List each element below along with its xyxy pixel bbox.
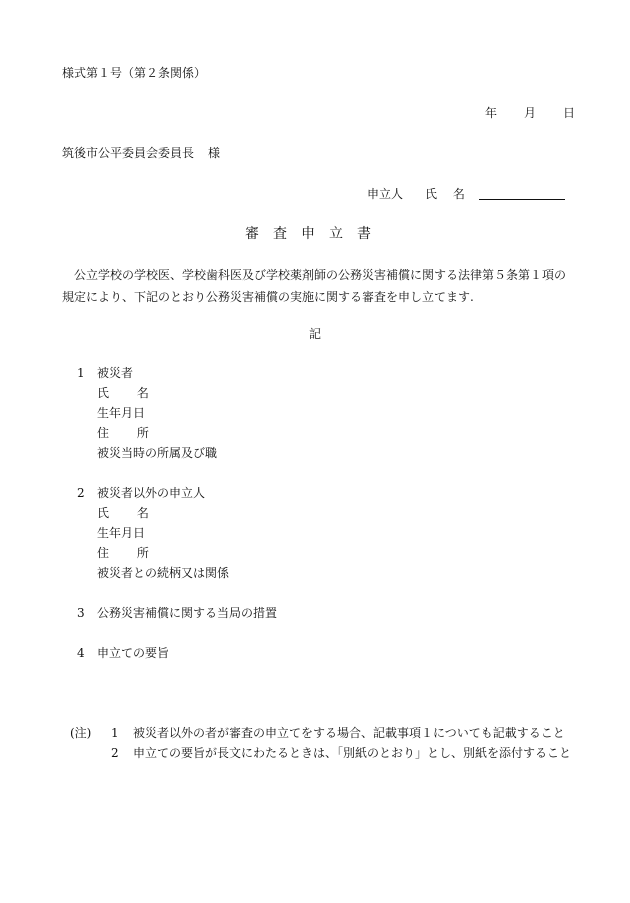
section-1-item-name: 氏 名 (97, 386, 161, 400)
applicant-name-label: 氏 名 (425, 187, 471, 201)
date-month-label: 月 (523, 106, 536, 120)
note-1-number: 1 (111, 726, 119, 740)
note-2-text: 申立ての要旨が長文にわたるときは、「別紙のとおり」とし、別紙を添付すること (133, 746, 572, 760)
document-title: 審査申立書 (245, 226, 385, 242)
notes-label: (注) (70, 726, 92, 740)
form-number: 様式第１号（第２条関係） (62, 66, 207, 80)
section-1-number: 1 (77, 366, 85, 380)
applicant-label: 申立人 (367, 187, 404, 201)
date-line (485, 107, 575, 119)
note-1-text: 被災者以外の者が審査の申立てをする場合、記載事項１についても記載すること (133, 726, 565, 740)
section-2-item-name: 氏 名 (97, 506, 161, 520)
section-2-item-relationship: 被災者との続柄又は関係 (97, 566, 230, 580)
section-1-item-birthdate: 生年月日 (97, 406, 146, 420)
section-3-title: 公務災害補償に関する当局の措置 (97, 606, 278, 620)
section-2-number: 2 (77, 486, 85, 500)
date-day-label: 日 (562, 106, 575, 120)
addressee (62, 147, 220, 159)
ki-heading: 記 (308, 327, 321, 341)
section-2-item-address: 住 所 (97, 546, 161, 560)
applicant-name-field (479, 187, 565, 200)
addressee-honorific: 様 (208, 146, 221, 160)
applicant-line (367, 187, 565, 200)
note-2-number: 2 (111, 746, 119, 760)
section-1-item-affiliation: 被災当時の所属及び職 (97, 446, 218, 460)
section-2-title: 被災者以外の申立人 (97, 486, 206, 500)
addressee-name: 筑後市公平委員会委員長 (62, 146, 195, 160)
section-1-item-address: 住 所 (97, 426, 161, 440)
section-2-item-birthdate: 生年月日 (97, 526, 146, 540)
section-4-number: 4 (77, 646, 85, 660)
section-3-number: 3 (77, 606, 85, 620)
section-4-title: 申立ての要旨 (97, 646, 170, 660)
section-1-title: 被災者 (97, 366, 134, 380)
body-paragraph: 公立学校の学校医、学校歯科医及び学校薬剤師の公務災害補償に関する法律第５条第１項の規定により、下記のとおり公務災害補償の実施に関する審査を申し立てます. (62, 268, 567, 304)
date-year-label: 年 (485, 106, 498, 120)
